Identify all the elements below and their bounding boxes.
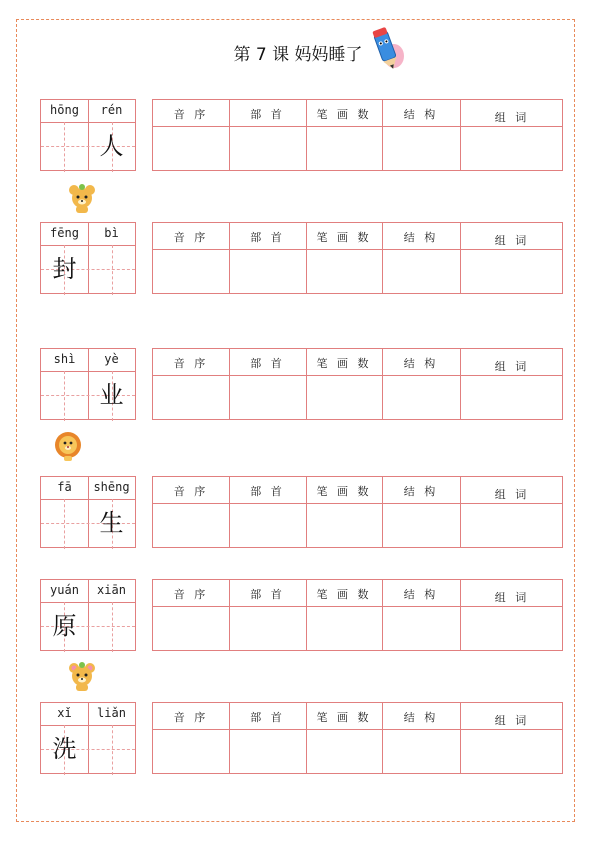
answer-cell-bihua[interactable] — [308, 732, 380, 772]
answer-cell-jiegou[interactable] — [384, 506, 458, 546]
header-jiegou: 结 构 — [403, 588, 439, 601]
character-info-table — [152, 476, 563, 548]
answer-cell-yinxu[interactable] — [155, 252, 227, 292]
header-bushou: 部 首 — [250, 588, 285, 601]
pinyin-grid — [40, 579, 136, 651]
header-bushou: 部 首 — [250, 231, 285, 244]
pinyin-1: fā — [57, 480, 72, 494]
header-bihua: 笔 画 数 — [316, 485, 372, 498]
pinyin-grid — [40, 476, 136, 548]
header-yinxu: 音 序 — [173, 357, 209, 370]
header-jiegou: 结 构 — [403, 357, 439, 370]
hanzi-character: 人 — [99, 132, 124, 160]
pinyin-2: bì — [104, 226, 119, 240]
character-info-table — [152, 702, 563, 774]
header-jiegou: 结 构 — [403, 485, 439, 498]
answer-cell-bihua[interactable] — [308, 252, 380, 292]
answer-cell-zuci[interactable] — [462, 129, 562, 169]
pinyin-1: shì — [53, 352, 76, 366]
header-zuci: 组 词 — [494, 111, 530, 124]
pinyin-grid — [40, 99, 136, 171]
character-block — [0, 222, 596, 296]
answer-cell-yinxu[interactable] — [155, 129, 227, 169]
header-zuci: 组 词 — [494, 714, 530, 727]
pinyin-grid — [40, 702, 136, 774]
answer-cell-yinxu[interactable] — [155, 378, 227, 418]
answer-cell-jiegou[interactable] — [384, 252, 458, 292]
pencil-icon — [366, 26, 406, 72]
header-bushou: 部 首 — [250, 711, 285, 724]
character-block — [0, 476, 596, 550]
lesson-title: 第 7 课 妈妈睡了 — [233, 45, 363, 65]
pinyin-grid — [40, 222, 136, 294]
answer-cell-yinxu[interactable] — [155, 506, 227, 546]
answer-cell-bushou[interactable] — [231, 506, 304, 546]
character-info-table — [152, 222, 563, 294]
answer-cell-bihua[interactable] — [308, 609, 380, 649]
header-bushou: 部 首 — [250, 485, 285, 498]
answer-cell-zuci[interactable] — [462, 252, 562, 292]
header-bushou: 部 首 — [250, 357, 285, 370]
header-jiegou: 结 构 — [403, 711, 439, 724]
header-yinxu: 音 序 — [173, 711, 209, 724]
hanzi-character: 业 — [99, 381, 124, 409]
character-block — [0, 702, 596, 776]
answer-cell-zuci[interactable] — [462, 506, 562, 546]
header-yinxu: 音 序 — [173, 485, 209, 498]
header-bihua: 笔 画 数 — [316, 357, 372, 370]
header-yinxu: 音 序 — [173, 231, 209, 244]
answer-cell-bushou[interactable] — [231, 609, 304, 649]
header-zuci: 组 词 — [494, 360, 530, 373]
answer-cell-jiegou[interactable] — [384, 378, 458, 418]
answer-cell-zuci[interactable] — [462, 732, 562, 772]
bear-icon — [66, 660, 98, 692]
header-jiegou: 结 构 — [403, 231, 439, 244]
hanzi-character: 洗 — [52, 735, 77, 763]
answer-cell-bushou[interactable] — [231, 252, 304, 292]
pinyin-1: xǐ — [57, 706, 72, 720]
header-bushou: 部 首 — [250, 108, 285, 121]
hanzi-character: 封 — [52, 255, 77, 283]
lion-icon — [52, 430, 84, 462]
answer-cell-yinxu[interactable] — [155, 609, 227, 649]
answer-cell-bushou[interactable] — [231, 378, 304, 418]
pinyin-2: liǎn — [97, 706, 126, 720]
header-yinxu: 音 序 — [173, 588, 209, 601]
pinyin-1: hōng — [50, 103, 79, 117]
pinyin-grid — [40, 348, 136, 420]
answer-cell-bihua[interactable] — [308, 378, 380, 418]
answer-cell-zuci[interactable] — [462, 609, 562, 649]
answer-cell-bihua[interactable] — [308, 506, 380, 546]
pinyin-1: fēng — [50, 226, 79, 240]
pinyin-2: rén — [100, 103, 123, 117]
character-block — [0, 348, 596, 422]
hanzi-character: 生 — [99, 509, 124, 537]
answer-cell-bushou[interactable] — [231, 732, 304, 772]
header-bihua: 笔 画 数 — [316, 588, 372, 601]
character-info-table — [152, 99, 563, 171]
header-yinxu: 音 序 — [173, 108, 209, 121]
header-zuci: 组 词 — [494, 488, 530, 501]
header-zuci: 组 词 — [494, 234, 530, 247]
hanzi-character: 原 — [52, 612, 77, 640]
character-info-table — [152, 348, 563, 420]
header-bihua: 笔 画 数 — [316, 108, 372, 121]
pinyin-2: yè — [104, 352, 119, 366]
character-info-table — [152, 579, 563, 651]
pinyin-2: shēng — [93, 480, 130, 494]
answer-cell-bushou[interactable] — [231, 129, 304, 169]
answer-cell-jiegou[interactable] — [384, 609, 458, 649]
character-block — [0, 579, 596, 653]
header-bihua: 笔 画 数 — [316, 231, 372, 244]
answer-cell-yinxu[interactable] — [155, 732, 227, 772]
answer-cell-jiegou[interactable] — [384, 732, 458, 772]
bear-icon — [66, 182, 98, 214]
pinyin-2: xiān — [97, 583, 126, 597]
header-jiegou: 结 构 — [403, 108, 439, 121]
answer-cell-bihua[interactable] — [308, 129, 380, 169]
character-block — [0, 99, 596, 173]
answer-cell-jiegou[interactable] — [384, 129, 458, 169]
header-bihua: 笔 画 数 — [316, 711, 372, 724]
answer-cell-zuci[interactable] — [462, 378, 562, 418]
header-zuci: 组 词 — [494, 591, 530, 604]
pinyin-1: yuán — [50, 583, 79, 597]
